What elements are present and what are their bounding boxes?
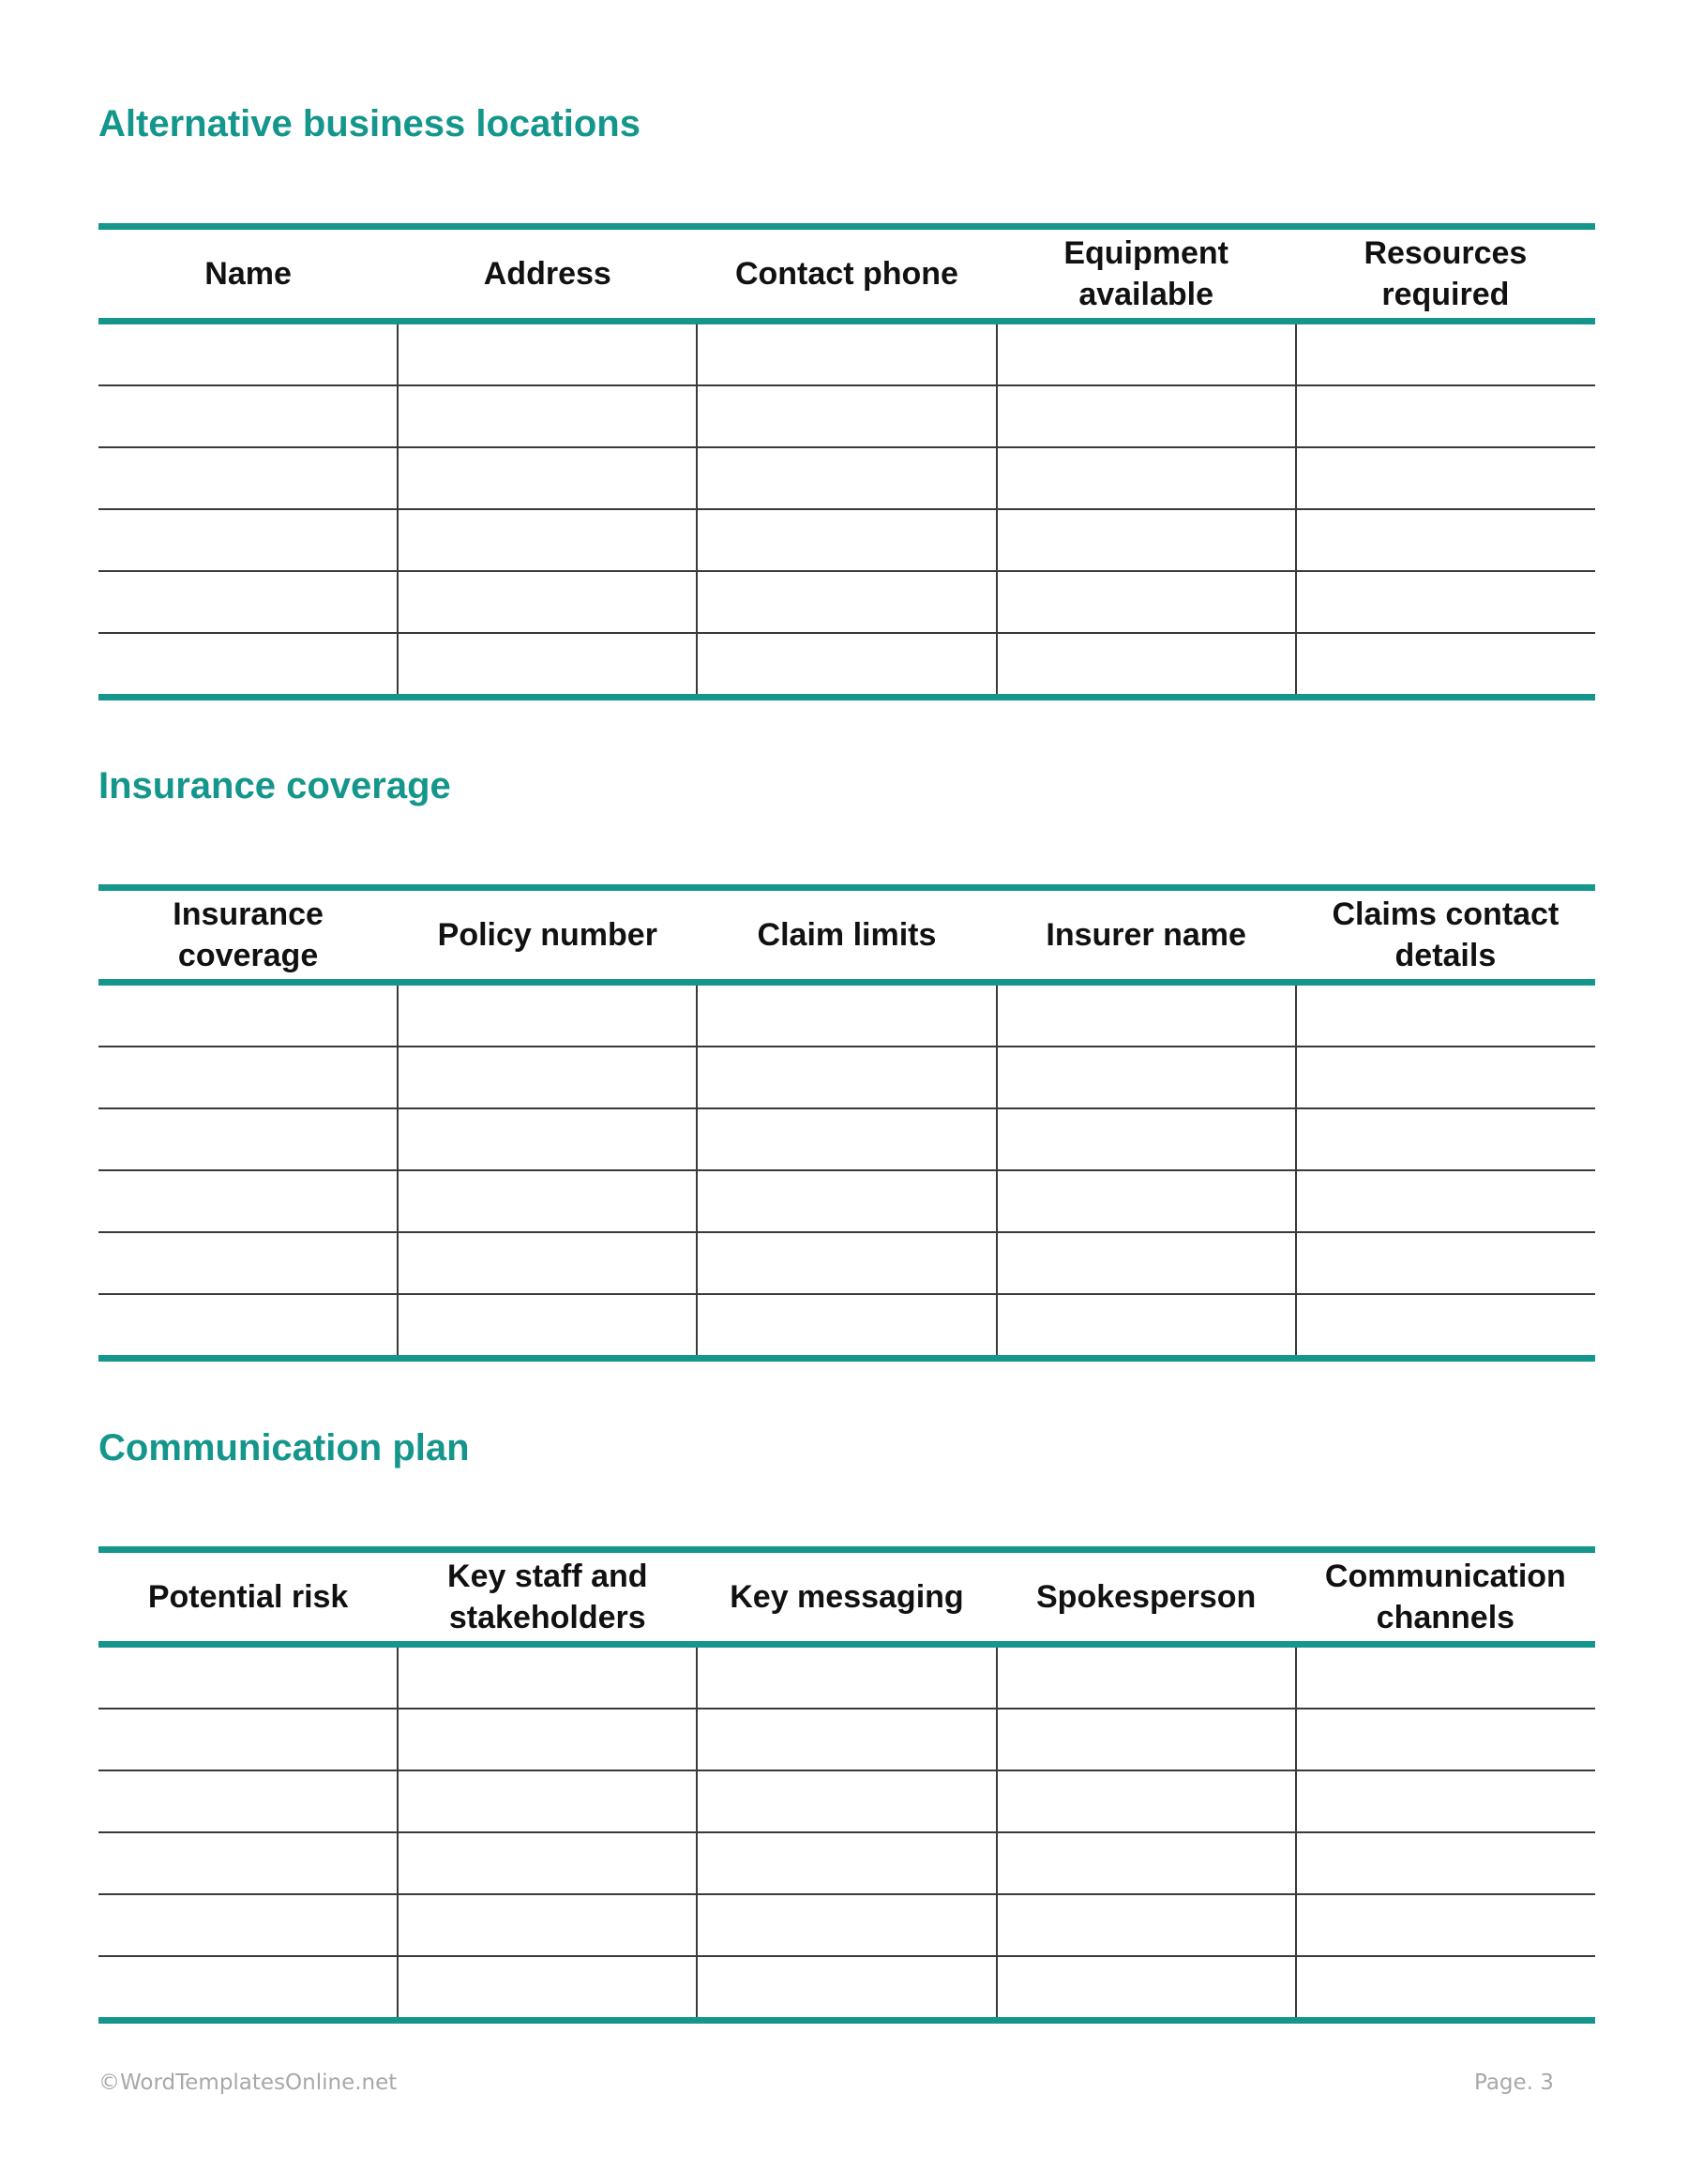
table-row xyxy=(98,571,1595,633)
table-cell[interactable] xyxy=(997,1170,1296,1232)
table-cell[interactable] xyxy=(997,1894,1296,1956)
column-header: Claims contact details xyxy=(1296,888,1595,983)
table-cell[interactable] xyxy=(997,1832,1296,1894)
table-cell[interactable] xyxy=(398,1894,697,1956)
table-cell[interactable] xyxy=(697,385,996,447)
table-cell[interactable] xyxy=(697,1894,996,1956)
table-row xyxy=(98,1047,1595,1108)
table-cell[interactable] xyxy=(98,1170,398,1232)
table-cell[interactable] xyxy=(697,1956,996,2021)
table-cell[interactable] xyxy=(697,983,996,1047)
table-cell[interactable] xyxy=(398,1232,697,1294)
table-cell[interactable] xyxy=(697,322,996,386)
table-row xyxy=(98,1645,1595,1710)
table-row xyxy=(98,1770,1595,1832)
table-cell[interactable] xyxy=(98,983,398,1047)
column-header: Key messaging xyxy=(697,1550,996,1645)
table-cell[interactable] xyxy=(697,1108,996,1170)
table-cell[interactable] xyxy=(98,633,398,698)
column-header: Contact phone xyxy=(697,227,996,322)
table-cell[interactable] xyxy=(1296,1294,1595,1359)
table-cell[interactable] xyxy=(98,1047,398,1108)
column-header: Claim limits xyxy=(697,888,996,983)
table-row xyxy=(98,1108,1595,1170)
table-cell[interactable] xyxy=(98,1709,398,1770)
table-cell[interactable] xyxy=(1296,1047,1595,1108)
table-cell[interactable] xyxy=(697,571,996,633)
table-cell[interactable] xyxy=(997,1232,1296,1294)
table-cell[interactable] xyxy=(997,1645,1296,1710)
table-cell[interactable] xyxy=(997,1108,1296,1170)
table-cell[interactable] xyxy=(697,1770,996,1832)
table-cell[interactable] xyxy=(98,1294,398,1359)
table-cell[interactable] xyxy=(98,322,398,386)
table-cell[interactable] xyxy=(1296,983,1595,1047)
column-header: Resources required xyxy=(1296,227,1595,322)
table-cell[interactable] xyxy=(697,1047,996,1108)
table-row xyxy=(98,1294,1595,1359)
table-cell[interactable] xyxy=(697,1170,996,1232)
table-cell[interactable] xyxy=(98,509,398,571)
table-cell[interactable] xyxy=(398,1645,697,1710)
table-cell[interactable] xyxy=(997,385,1296,447)
table-cell[interactable] xyxy=(697,1294,996,1359)
footer-copyright: ©WordTemplatesOnline.net xyxy=(98,2071,398,2095)
table-cell[interactable] xyxy=(398,1832,697,1894)
table-cell[interactable] xyxy=(98,447,398,509)
table-cell[interactable] xyxy=(98,1108,398,1170)
table-cell[interactable] xyxy=(398,385,697,447)
table-cell[interactable] xyxy=(398,447,697,509)
column-header: Name xyxy=(98,227,398,322)
table-cell[interactable] xyxy=(1296,1894,1595,1956)
table-cell[interactable] xyxy=(398,322,697,386)
table-cell[interactable] xyxy=(997,1709,1296,1770)
insurance-coverage-table xyxy=(98,884,1595,1362)
table-cell[interactable] xyxy=(98,385,398,447)
column-header: Insurance coverage xyxy=(98,888,398,983)
table-cell[interactable] xyxy=(1296,1645,1595,1710)
table-cell[interactable] xyxy=(98,1770,398,1832)
table-row xyxy=(98,1170,1595,1232)
table-cell[interactable] xyxy=(997,1770,1296,1832)
table-cell[interactable] xyxy=(997,983,1296,1047)
table-cell[interactable] xyxy=(697,1832,996,1894)
table-cell[interactable] xyxy=(997,1294,1296,1359)
table-row xyxy=(98,983,1595,1047)
column-header: Communication channels xyxy=(1296,1550,1595,1645)
table-row xyxy=(98,1894,1595,1956)
table-cell[interactable] xyxy=(398,509,697,571)
table-cell[interactable] xyxy=(98,1645,398,1710)
column-header: Key staff and stakeholders xyxy=(398,1550,697,1645)
table-cell[interactable] xyxy=(1296,633,1595,698)
table-cell[interactable] xyxy=(398,571,697,633)
table-cell[interactable] xyxy=(398,1170,697,1232)
footer-page-number: Page. 3 xyxy=(1474,2071,1554,2095)
table-row xyxy=(98,1832,1595,1894)
communication-plan-table xyxy=(98,1546,1595,2024)
header-row xyxy=(98,1550,1595,1645)
table-row xyxy=(98,509,1595,571)
column-header: Insurer name xyxy=(997,888,1296,983)
table-cell[interactable] xyxy=(997,633,1296,698)
table-cell[interactable] xyxy=(1296,322,1595,386)
table-cell[interactable] xyxy=(1296,571,1595,633)
table-cell[interactable] xyxy=(1296,1770,1595,1832)
table-cell[interactable] xyxy=(997,447,1296,509)
table-row xyxy=(98,1956,1595,2021)
table-cell[interactable] xyxy=(398,1294,697,1359)
header-row xyxy=(98,888,1595,983)
table-cell[interactable] xyxy=(1296,1108,1595,1170)
table-cell[interactable] xyxy=(1296,509,1595,571)
table-cell[interactable] xyxy=(1296,385,1595,447)
column-header: Policy number xyxy=(398,888,697,983)
table-cell[interactable] xyxy=(697,1645,996,1710)
table-cell[interactable] xyxy=(997,571,1296,633)
table-cell[interactable] xyxy=(98,1894,398,1956)
table-row xyxy=(98,447,1595,509)
table-cell[interactable] xyxy=(697,1232,996,1294)
table-cell[interactable] xyxy=(697,633,996,698)
section-title: Insurance coverage xyxy=(98,765,451,806)
column-header: Spokesperson xyxy=(997,1550,1296,1645)
table-row xyxy=(98,385,1595,447)
section-title: Alternative business locations xyxy=(98,103,641,144)
column-header: Equipment available xyxy=(997,227,1296,322)
table-cell[interactable] xyxy=(1296,1170,1595,1232)
column-header: Address xyxy=(398,227,697,322)
table-cell[interactable] xyxy=(1296,1709,1595,1770)
table-cell[interactable] xyxy=(697,1709,996,1770)
table-cell[interactable] xyxy=(98,1232,398,1294)
table-cell[interactable] xyxy=(98,1832,398,1894)
header-row xyxy=(98,227,1595,322)
table-row xyxy=(98,633,1595,698)
table-cell[interactable] xyxy=(1296,1232,1595,1294)
table-cell[interactable] xyxy=(997,322,1296,386)
table-cell[interactable] xyxy=(997,1956,1296,2021)
table-cell[interactable] xyxy=(398,1770,697,1832)
table-cell[interactable] xyxy=(1296,1832,1595,1894)
table-cell[interactable] xyxy=(997,509,1296,571)
table-row xyxy=(98,1709,1595,1770)
table-cell[interactable] xyxy=(398,983,697,1047)
section-title: Communication plan xyxy=(98,1427,470,1469)
table-cell[interactable] xyxy=(1296,1956,1595,2021)
table-cell[interactable] xyxy=(398,633,697,698)
table-row xyxy=(98,1232,1595,1294)
table-cell[interactable] xyxy=(1296,447,1595,509)
table-cell[interactable] xyxy=(697,447,996,509)
alternative-locations-table xyxy=(98,223,1595,700)
table-cell[interactable] xyxy=(398,1108,697,1170)
table-cell[interactable] xyxy=(98,1956,398,2021)
table-cell[interactable] xyxy=(997,1047,1296,1108)
table-cell[interactable] xyxy=(398,1709,697,1770)
table-cell[interactable] xyxy=(398,1047,697,1108)
column-header: Potential risk xyxy=(98,1550,398,1645)
table-cell[interactable] xyxy=(697,509,996,571)
table-cell[interactable] xyxy=(398,1956,697,2021)
table-cell[interactable] xyxy=(98,571,398,633)
table-row xyxy=(98,322,1595,386)
